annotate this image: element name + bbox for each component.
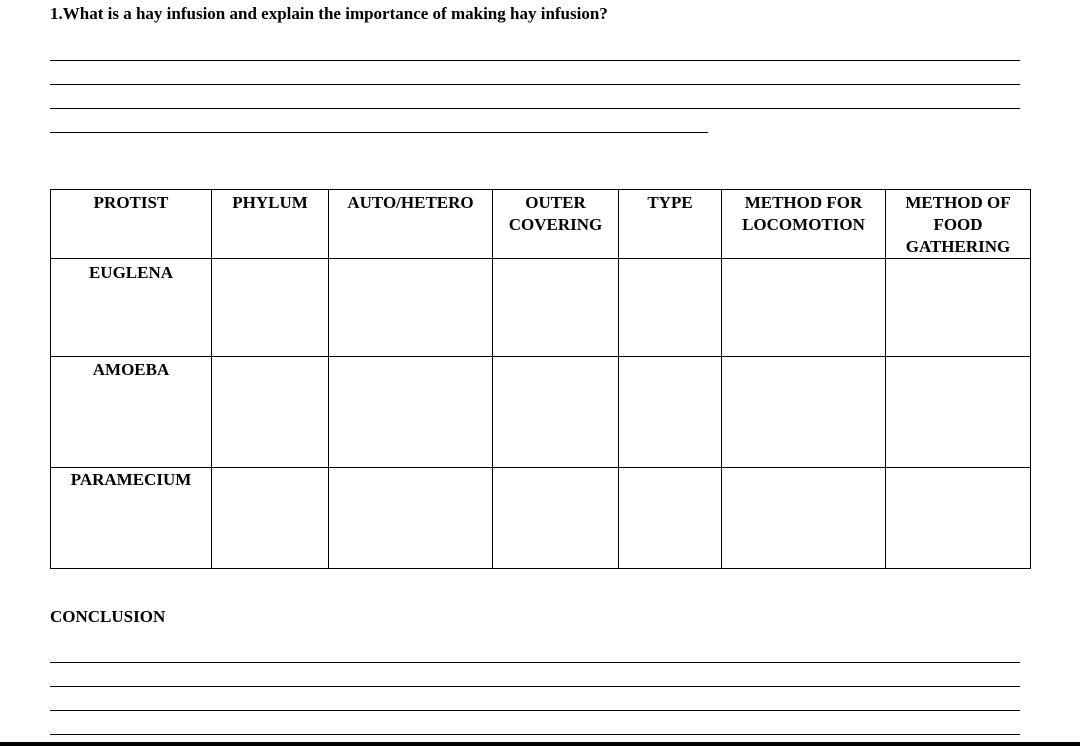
conclusion-line[interactable] <box>50 710 1020 711</box>
auto-hetero-cell[interactable] <box>329 357 493 468</box>
outer-covering-cell[interactable] <box>493 357 619 468</box>
protist-name: EUGLENA <box>51 259 212 357</box>
header-auto-hetero: AUTO/HETERO <box>329 190 493 259</box>
type-cell[interactable] <box>619 259 722 357</box>
food-gathering-cell[interactable] <box>886 357 1031 468</box>
conclusion-line[interactable] <box>50 686 1020 687</box>
table-header-row <box>51 190 1031 259</box>
page-bottom-edge <box>0 742 1080 746</box>
locomotion-cell[interactable] <box>722 357 886 468</box>
protist-name: PARAMECIUM <box>51 468 212 569</box>
protist-table <box>50 189 1031 569</box>
question-text: 1.What is a hay infusion and explain the importance of making hay infusion? <box>50 4 608 23</box>
conclusion-label: CONCLUSION <box>50 607 166 626</box>
header-type: TYPE <box>619 190 722 259</box>
header-phylum: PHYLUM <box>212 190 329 259</box>
locomotion-cell[interactable] <box>722 468 886 569</box>
outer-covering-cell[interactable] <box>493 468 619 569</box>
table-row-amoeba <box>51 357 1031 468</box>
food-gathering-cell[interactable] <box>886 259 1031 357</box>
phylum-cell[interactable] <box>212 468 329 569</box>
phylum-cell[interactable] <box>212 259 329 357</box>
table-row-paramecium <box>51 468 1031 569</box>
table-row-euglena <box>51 259 1031 357</box>
protist-name: AMOEBA <box>51 357 212 468</box>
header-outer-covering: OUTER COVERING <box>493 190 619 259</box>
header-food-gathering: METHOD OF FOOD GATHERING <box>886 190 1031 259</box>
answer-line[interactable] <box>50 60 1020 61</box>
conclusion-line[interactable] <box>50 734 1020 735</box>
outer-covering-cell[interactable] <box>493 259 619 357</box>
type-cell[interactable] <box>619 357 722 468</box>
answer-line[interactable] <box>50 108 1020 109</box>
phylum-cell[interactable] <box>212 357 329 468</box>
header-protist: PROTIST <box>51 190 212 259</box>
conclusion-line[interactable] <box>50 662 1020 663</box>
answer-line[interactable] <box>50 132 708 133</box>
auto-hetero-cell[interactable] <box>329 259 493 357</box>
food-gathering-cell[interactable] <box>886 468 1031 569</box>
answer-line[interactable] <box>50 84 1020 85</box>
header-locomotion: METHOD FOR LOCOMOTION <box>722 190 886 259</box>
type-cell[interactable] <box>619 468 722 569</box>
locomotion-cell[interactable] <box>722 259 886 357</box>
auto-hetero-cell[interactable] <box>329 468 493 569</box>
